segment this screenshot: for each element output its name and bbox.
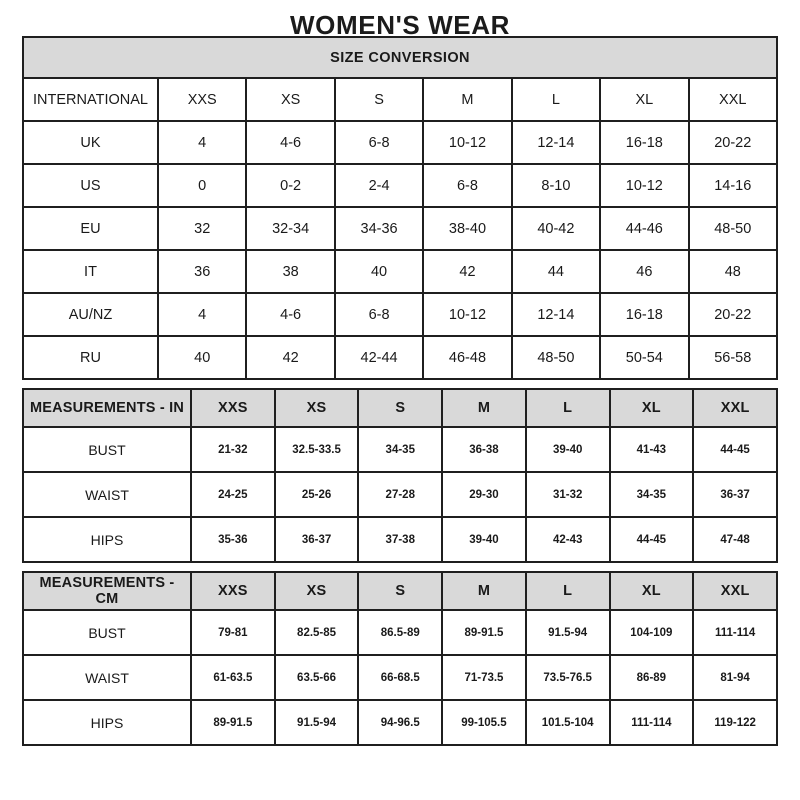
value-cell: 44 — [512, 250, 600, 293]
value-cell: 4 — [158, 121, 246, 164]
value-cell: 94-96.5 — [358, 700, 442, 745]
size-column-header-cell: XS — [246, 78, 334, 121]
value-cell: 61-63.5 — [191, 655, 275, 700]
value-cell: 41-43 — [610, 427, 694, 472]
data-row — [23, 610, 777, 655]
value-cell: 44-45 — [693, 427, 777, 472]
size-column-header-cell: XXS — [191, 572, 275, 610]
value-cell: 6-8 — [423, 164, 511, 207]
size-column-header-cell: XS — [275, 572, 359, 610]
value-cell: 8-10 — [512, 164, 600, 207]
size-column-header-cell: XXL — [693, 389, 777, 427]
value-cell: 86.5-89 — [358, 610, 442, 655]
value-cell: 4-6 — [246, 121, 334, 164]
value-cell: 42-43 — [526, 517, 610, 562]
value-cell: 86-89 — [610, 655, 694, 700]
size-conversion-body — [23, 37, 777, 379]
value-cell: 39-40 — [442, 517, 526, 562]
value-cell: 16-18 — [600, 121, 688, 164]
row-label-cell: EU — [23, 207, 158, 250]
value-cell: 73.5-76.5 — [526, 655, 610, 700]
page-title: WOMEN'S WEAR — [290, 10, 510, 40]
size-column-header-cell: XL — [610, 389, 694, 427]
value-cell: 48-50 — [512, 336, 600, 379]
value-cell: 104-109 — [610, 610, 694, 655]
size-column-header-cell: M — [442, 572, 526, 610]
value-cell: 56-58 — [689, 336, 777, 379]
size-column-header-cell: XS — [275, 389, 359, 427]
value-cell: 2-4 — [335, 164, 423, 207]
measurements-cm-body — [23, 572, 777, 745]
value-cell: 46-48 — [423, 336, 511, 379]
column-header-row — [23, 78, 777, 121]
row-group-header-cell: MEASUREMENTS - IN — [23, 389, 191, 427]
value-cell: 25-26 — [275, 472, 359, 517]
value-cell: 50-54 — [600, 336, 688, 379]
value-cell: 0-2 — [246, 164, 334, 207]
value-cell: 34-35 — [610, 472, 694, 517]
value-cell: 12-14 — [512, 121, 600, 164]
row-label-cell: US — [23, 164, 158, 207]
size-conversion-table — [22, 36, 778, 380]
value-cell: 14-16 — [689, 164, 777, 207]
row-label-cell: IT — [23, 250, 158, 293]
size-column-header-cell: M — [423, 78, 511, 121]
row-label-cell: WAIST — [23, 472, 191, 517]
row-label-cell: AU/NZ — [23, 293, 158, 336]
size-column-header-cell: S — [335, 78, 423, 121]
row-group-header-cell: INTERNATIONAL — [23, 78, 158, 121]
value-cell: 24-25 — [191, 472, 275, 517]
size-column-header-cell: XL — [610, 572, 694, 610]
value-cell: 31-32 — [526, 472, 610, 517]
value-cell: 20-22 — [689, 293, 777, 336]
measurements-cm-table — [22, 571, 778, 746]
size-column-header-cell: S — [358, 389, 442, 427]
value-cell: 119-122 — [693, 700, 777, 745]
row-label-cell: UK — [23, 121, 158, 164]
value-cell: 20-22 — [689, 121, 777, 164]
value-cell: 79-81 — [191, 610, 275, 655]
row-label-cell: BUST — [23, 427, 191, 472]
value-cell: 37-38 — [358, 517, 442, 562]
value-cell: 89-91.5 — [191, 700, 275, 745]
value-cell: 111-114 — [693, 610, 777, 655]
value-cell: 36-38 — [442, 427, 526, 472]
value-cell: 46 — [600, 250, 688, 293]
value-cell: 40 — [335, 250, 423, 293]
value-cell: 32 — [158, 207, 246, 250]
value-cell: 0 — [158, 164, 246, 207]
value-cell: 10-12 — [423, 293, 511, 336]
size-column-header-cell: L — [526, 389, 610, 427]
column-header-row — [23, 572, 777, 610]
value-cell: 6-8 — [335, 293, 423, 336]
value-cell: 10-12 — [600, 164, 688, 207]
size-column-header-cell: XXL — [693, 572, 777, 610]
row-label-cell: RU — [23, 336, 158, 379]
measurements-in-table — [22, 388, 778, 563]
value-cell: 40-42 — [512, 207, 600, 250]
row-label-cell: HIPS — [23, 700, 191, 745]
column-header-row — [23, 389, 777, 427]
row-group-header-cell: MEASUREMENTS - CM — [23, 572, 191, 610]
value-cell: 63.5-66 — [275, 655, 359, 700]
size-column-header-cell: S — [358, 572, 442, 610]
banner-row — [23, 37, 777, 78]
data-row — [23, 655, 777, 700]
value-cell: 48 — [689, 250, 777, 293]
data-row — [23, 472, 777, 517]
value-cell: 32.5-33.5 — [275, 427, 359, 472]
value-cell: 81-94 — [693, 655, 777, 700]
value-cell: 16-18 — [600, 293, 688, 336]
value-cell: 4 — [158, 293, 246, 336]
row-label-cell: WAIST — [23, 655, 191, 700]
row-label-cell: HIPS — [23, 517, 191, 562]
value-cell: 66-68.5 — [358, 655, 442, 700]
value-cell: 38 — [246, 250, 334, 293]
value-cell: 12-14 — [512, 293, 600, 336]
value-cell: 6-8 — [335, 121, 423, 164]
data-row — [23, 700, 777, 745]
measurements-in-body — [23, 389, 777, 562]
data-row — [23, 250, 777, 293]
value-cell: 42 — [423, 250, 511, 293]
data-row — [23, 207, 777, 250]
data-row — [23, 517, 777, 562]
value-cell: 36-37 — [693, 472, 777, 517]
row-label-cell: BUST — [23, 610, 191, 655]
data-row — [23, 164, 777, 207]
data-row — [23, 293, 777, 336]
value-cell: 29-30 — [442, 472, 526, 517]
value-cell: 21-32 — [191, 427, 275, 472]
size-column-header-cell: XL — [600, 78, 688, 121]
value-cell: 42 — [246, 336, 334, 379]
value-cell: 35-36 — [191, 517, 275, 562]
value-cell: 39-40 — [526, 427, 610, 472]
value-cell: 91.5-94 — [275, 700, 359, 745]
value-cell: 40 — [158, 336, 246, 379]
size-column-header-cell: XXS — [158, 78, 246, 121]
value-cell: 44-45 — [610, 517, 694, 562]
value-cell: 101.5-104 — [526, 700, 610, 745]
value-cell: 34-35 — [358, 427, 442, 472]
value-cell: 91.5-94 — [526, 610, 610, 655]
value-cell: 89-91.5 — [442, 610, 526, 655]
data-row — [23, 427, 777, 472]
value-cell: 36 — [158, 250, 246, 293]
value-cell: 47-48 — [693, 517, 777, 562]
value-cell: 111-114 — [610, 700, 694, 745]
value-cell: 38-40 — [423, 207, 511, 250]
value-cell: 42-44 — [335, 336, 423, 379]
value-cell: 99-105.5 — [442, 700, 526, 745]
size-column-header-cell: M — [442, 389, 526, 427]
data-row — [23, 336, 777, 379]
size-column-header-cell: XXS — [191, 389, 275, 427]
value-cell: 10-12 — [423, 121, 511, 164]
value-cell: 34-36 — [335, 207, 423, 250]
value-cell: 82.5-85 — [275, 610, 359, 655]
size-column-header-cell: XXL — [689, 78, 777, 121]
value-cell: 36-37 — [275, 517, 359, 562]
value-cell: 44-46 — [600, 207, 688, 250]
data-row — [23, 121, 777, 164]
size-column-header-cell: L — [526, 572, 610, 610]
size-column-header-cell: L — [512, 78, 600, 121]
value-cell: 27-28 — [358, 472, 442, 517]
value-cell: 48-50 — [689, 207, 777, 250]
value-cell: 32-34 — [246, 207, 334, 250]
value-cell: 4-6 — [246, 293, 334, 336]
table-banner: SIZE CONVERSION — [23, 37, 777, 78]
value-cell: 71-73.5 — [442, 655, 526, 700]
